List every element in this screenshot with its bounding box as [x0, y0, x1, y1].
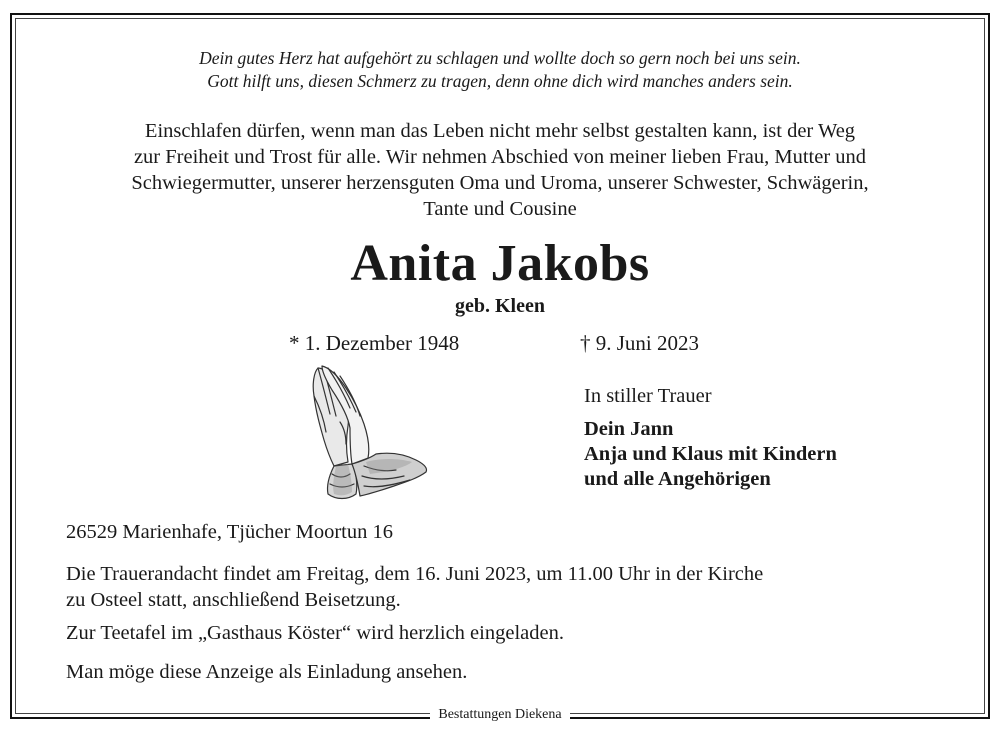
maiden-name: geb. Kleen	[455, 295, 545, 317]
footer	[0, 705, 1000, 723]
intro-text	[0, 118, 1000, 222]
intro-line-1: Einschlafen dürfen, wenn man das Leben nicht mehr selbst gestalten kann, ist der Weg	[144, 120, 856, 142]
intro-line-3: Schwiegermutter, unserer herzensguten Oma und Uroma, unserer Schwester, Schwägerin,	[131, 172, 869, 194]
funeral-home-name: Bestattungen Diekena	[430, 707, 569, 722]
mourner-line-2: Anja und Klaus mit Kindern	[584, 443, 837, 465]
invitation-note: Man möge diese Anzeige als Einladung ansehen.	[66, 661, 468, 683]
verse-line-1: Dein gutes Herz hat aufgehört zu schlagen und wollte doch so gern noch bei uns sein.	[199, 48, 801, 68]
intro-line-4: Tante und Cousine	[423, 198, 577, 220]
birth-date: * 1. Dezember 1948	[289, 331, 460, 355]
verse	[0, 47, 1000, 93]
mourners-list	[584, 417, 837, 492]
verse-line-2: Gott hilft uns, diesen Schmerz zu tragen, denn ohne dich wird manches anders sein.	[207, 71, 793, 91]
service-info	[66, 561, 763, 613]
deceased-name: Anita Jakobs	[350, 235, 650, 292]
intro-line-2: zur Freiheit und Trost für alle. Wir nehmen Abschied von meiner lieben Frau, Mutter und	[133, 146, 867, 168]
praying-hands-icon	[300, 362, 432, 508]
mourner-line-1: Dein Jann	[584, 418, 674, 440]
death-date: † 9. Juni 2023	[580, 331, 700, 355]
tea-invitation: Zur Teetafel im „Gasthaus Köster“ wird herzlich eingeladen.	[66, 622, 564, 644]
address: 26529 Marienhafe, Tjücher Moortun 16	[66, 521, 393, 543]
service-line-2: zu Osteel statt, anschließend Beisetzung.	[66, 589, 401, 611]
mourner-line-3: und alle Angehörigen	[584, 468, 771, 490]
mourning-intro: In stiller Trauer	[584, 385, 712, 407]
service-line-1: Die Trauerandacht findet am Freitag, dem 16. Juni 2023, um 11.00 Uhr in der Kirche	[66, 563, 764, 585]
